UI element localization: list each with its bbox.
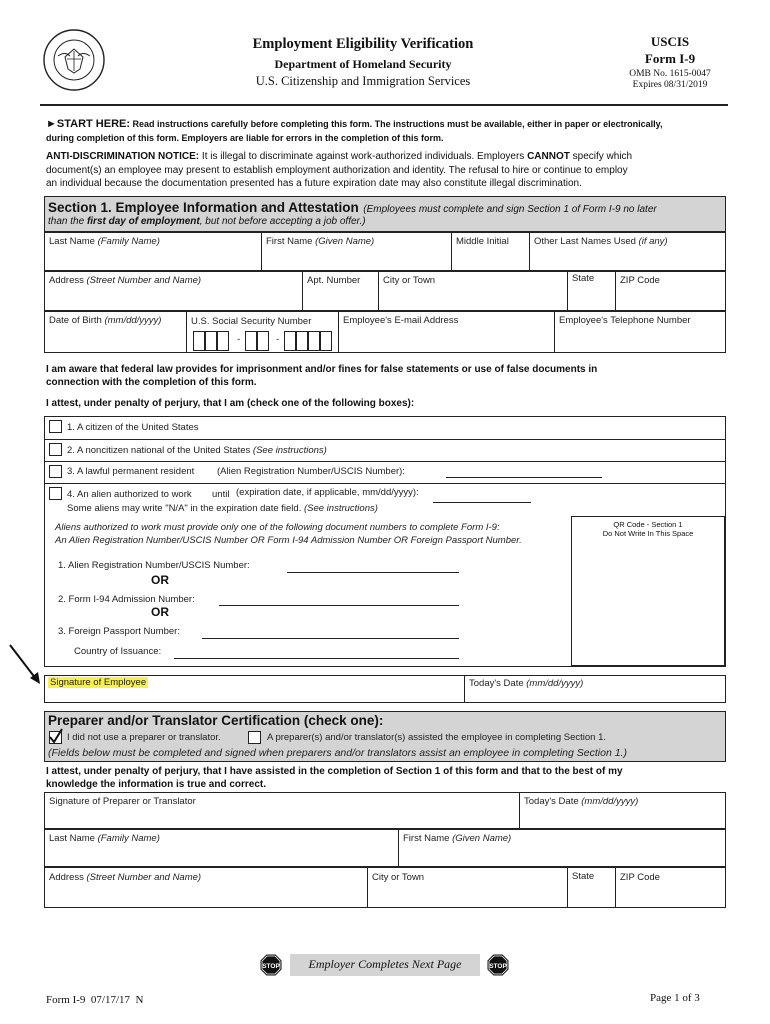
section1-subtitle: (Employees must complete and sign Section 1 of Form I-9 no later [363,204,657,215]
uscis-label: USCIS [650,34,690,49]
checkmark-icon [48,727,64,744]
preparer-note: (Fields below must be completed and signed when preparers and/or translators assist an employee in completing Section 1.) [48,747,627,759]
today-date-field[interactable]: Today's Date (mm/dd/yyyy) [469,678,584,689]
preparer-city-field[interactable]: City or Town [372,872,425,883]
preparer-assisted-label: A preparer(s) and/or translator(s) assisted the employee in completing Section 1. [267,732,606,743]
address-field[interactable]: Address (Street Number and Name) [49,275,202,286]
expiration-date-input[interactable] [433,502,531,503]
alien-number-label: 1. Alien Registration Number/USCIS Number: [58,560,250,571]
passport-number-label: 3. Foreign Passport Number: [58,626,180,637]
preparer-assisted-checkbox[interactable] [248,731,261,744]
country-label: Country of Issuance: [74,646,162,657]
last-name-field[interactable]: Last Name (Family Name) [49,236,160,247]
preparer-title: Preparer and/or Translator Certification (check one): [48,713,384,728]
arrow-pointer-icon [8,643,42,685]
state-field[interactable]: State [572,273,595,284]
expiration-date: Expires 08/31/2019 [632,80,708,90]
agency-name: U.S. Citizenship and Immigration Services [255,74,471,88]
alien-registration-label: (Alien Registration Number/USCIS Number): [217,466,405,477]
city-field[interactable]: City or Town [383,275,436,286]
na-note: Some aliens may write "N/A" in the expiration date field. (See instructions) [67,503,378,514]
anti-discrimination-line3: an individual because the documentation presented has a future expiration date may also constitute illegal discrimination. [46,178,582,189]
or-separator-1: OR [151,573,169,587]
alien-number-input[interactable] [287,572,459,573]
dhs-seal-logo [43,29,105,91]
svg-text:STOP: STOP [489,963,507,970]
permanent-resident-checkbox[interactable] [49,465,62,478]
stop-sign-icon [260,954,282,976]
apt-number-field[interactable]: Apt. Number [307,275,361,286]
passport-number-input[interactable] [202,638,459,639]
department-name: Department of Homeland Security [274,57,452,71]
citizen-checkbox[interactable] [49,420,62,433]
no-preparer-label: I did not use a preparer or translator. [67,732,221,743]
attestation-statement: I attest, under penalty of perjury, that I am (check one of the following boxes): [46,398,415,409]
omb-number: OMB No. 1615-0047 [629,69,711,79]
permanent-resident-label: 3. A lawful permanent resident [67,466,195,477]
header-rule [40,104,728,106]
i94-number-label: 2. Form I-94 Admission Number: [58,594,195,605]
phone-field[interactable]: Employee's Telephone Number [559,315,691,326]
other-last-names-field[interactable]: Other Last Names Used (if any) [534,236,668,247]
form-version: Form I-9 07/17/17 N [46,994,144,1006]
form-number: Form I-9 [644,51,696,66]
qr-code-area [571,516,725,666]
country-input[interactable] [174,658,459,659]
employee-signature-field[interactable]: Signature of Employee [50,677,147,688]
next-page-text: Employer Completes Next Page [308,957,462,971]
form-title: Employment Eligibility Verification [252,36,474,52]
dob-field[interactable]: Date of Birth (mm/dd/yyyy) [49,315,162,326]
section1-title: Section 1. Employee Information and Attestation [48,200,359,215]
first-name-field[interactable]: First Name (Given Name) [266,236,375,247]
alien-authorized-label: 4. An alien authorized to work [67,489,192,500]
preparer-first-name-field[interactable]: First Name (Given Name) [403,833,512,844]
noncitizen-national-label: 2. A noncitizen national of the United States (See instructions) [67,445,327,456]
alien-instructions: Aliens authorized to work must provide only one of the following document numbers to complete Form I-9: [55,522,500,533]
preparer-date-field[interactable]: Today's Date (mm/dd/yyyy) [524,796,639,807]
page-number: Page 1 of 3 [650,992,700,1004]
zip-code-field[interactable]: ZIP Code [620,275,660,286]
ssn-label: U.S. Social Security Number [191,316,312,327]
alien-authorized-checkbox[interactable] [49,487,62,500]
preparer-attestation: I attest, under penalty of perjury, that I have assisted in the completion of Section 1 of this form and that to the best of my [46,766,623,777]
preparer-address-field[interactable]: Address (Street Number and Name) [49,872,202,883]
i94-number-input[interactable] [219,605,459,606]
anti-discrimination-line2: document(s) an employee may present to establish employment authorization and identity. The refusal to hire or continue to employ [46,165,628,176]
preparer-section-header [44,711,726,762]
start-here-line2: during completion of this form. Employers are liable for errors in the completion of this form. [46,133,444,143]
start-here-line1: ►START HERE: Read instructions carefully before completing this form. The instructions must be available, either in paper or electronically, [46,118,663,130]
preparer-last-name-field[interactable]: Last Name (Family Name) [49,833,160,844]
svg-text:STOP: STOP [262,963,280,970]
noncitizen-national-checkbox[interactable] [49,443,62,456]
email-field[interactable]: Employee's E-mail Address [343,315,459,326]
alien-registration-input[interactable] [446,477,602,478]
preparer-signature-field[interactable]: Signature of Preparer or Translator [49,796,196,807]
preparer-state-field[interactable]: State [572,871,595,882]
anti-discrimination-line1: ANTI-DISCRIMINATION NOTICE: It is illegal to discriminate against work-authorized individuals. Employers CANNOT specify which [46,151,633,162]
citizen-label: 1. A citizen of the United States [67,422,199,433]
or-separator-2: OR [151,605,169,619]
stop-sign-icon [487,954,509,976]
section1-header: Section 1. Employee Information and Attestation (Employees must complete and sign Section 1 of Form I-9 no later than the first day of employment, but not before accepting a job offer.) [44,196,726,232]
preparer-zip-field[interactable]: ZIP Code [620,872,660,883]
awareness-statement: I am aware that federal law provides for imprisonment and/or fines for false statements or use of false documents in [46,364,598,375]
middle-initial-field[interactable]: Middle Initial [456,236,509,247]
